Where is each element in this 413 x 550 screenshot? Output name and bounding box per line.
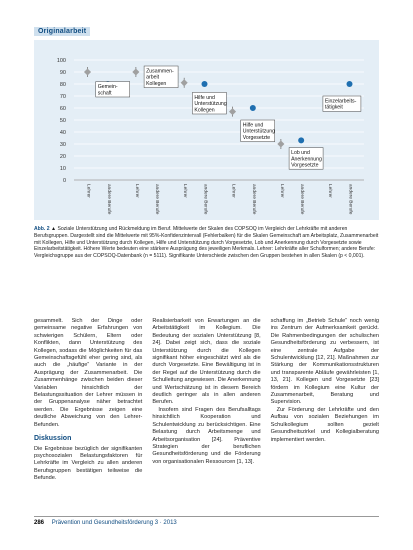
group-label: Anerkennung <box>291 156 322 163</box>
x-tick-label: andere Berufe <box>105 184 111 215</box>
y-tick-label: 40 <box>59 130 66 136</box>
caption-label: Abb. 2 <box>34 226 50 232</box>
x-tick-label: Lehrer <box>85 184 91 198</box>
page-number: 286 <box>34 520 45 526</box>
group-label: Gemein- <box>97 84 118 91</box>
andere-berufe-point <box>347 81 353 87</box>
x-tick-label: andere Berufe <box>347 184 353 215</box>
lehrer-point <box>229 108 236 115</box>
paragraph: Zur Förderung der Lehrkräfte und den Aufbau von sozialen Beziehungen im Schulkollegium sollten gezielt Gesundheitszirkel und Kollegialberatung implementiert werden. <box>270 406 379 443</box>
caption-text: ▲ Soziale Unterstützung und Rückmeldung im Beruf. Mittelwerte der Skalen des COPSOQ im Vergleich der Lehrkräfte mit anderen Berufsgruppen. Dargestellt sind die Mittelwerte mit 95%-Konfidenzintervall (Fehlerbalken) für die Skalen Gemeinschaft am Arbeitsplatz, Zusammenarbeit mit Kollegen, Hilfe und Unterstützung durch Kollegen, Hilfe und Unterstützung durch Vorgesetzte, Lob und Anerkennung durch Vorgesetzte sowie Einzelarbeitstätigkeit. Höhere Werte bedeuten eine stärkere Ausprägung des jeweiligen Merkmals. Lehrer: Lehrkräfte aller Schulformen; andere Berufe: Vergleichsgruppe aus der COPSOQ-Datenbank (n = 5111). Signifikante Unterschiede zwischen den Gruppen bestehen in allen Skalen (p < 0,001). <box>34 226 379 260</box>
lehrer-point <box>84 68 91 75</box>
figure-caption <box>34 226 379 260</box>
article-type-badge: Originalarbeit <box>34 27 90 36</box>
y-tick-label: 70 <box>59 94 66 100</box>
group-label: Kollegen <box>146 80 167 87</box>
y-tick-label: 0 <box>62 178 66 184</box>
paragraph: Die Ergebnisse bezüglich der signifikanten psychosozialen Belastungsfaktoren für Lehrkräfte im Vergleich zu allen anderen Berufsgruppen bestätigen teilweise die Befunde. <box>34 445 143 482</box>
group-label: Hilfe und <box>242 122 264 129</box>
andere-berufe-point <box>250 105 256 111</box>
x-tick-label: andere Berufe <box>154 184 160 215</box>
group-label: Kollegen <box>194 107 215 114</box>
group-label: Zusammen- <box>146 68 174 75</box>
x-tick-label: Lehrer <box>182 184 188 198</box>
body-columns <box>34 318 379 483</box>
group-label: Vorgesetzte <box>242 134 271 141</box>
y-tick-label: 100 <box>56 58 66 64</box>
x-tick-label: Lehrer <box>230 184 236 198</box>
column-1 <box>34 318 142 483</box>
y-tick-label: 50 <box>59 118 66 124</box>
column-3 <box>271 318 379 483</box>
group-label: arbeit <box>146 74 160 81</box>
y-tick-label: 60 <box>59 106 66 112</box>
x-tick-label: andere Berufe <box>202 184 208 215</box>
y-tick-label: 20 <box>59 154 66 160</box>
x-tick-label: Lehrer <box>278 184 284 198</box>
group-label: Vorgesetzte <box>291 162 319 169</box>
group-label: Unterstützung <box>242 128 276 135</box>
group-label: Unterstützung <box>194 101 227 108</box>
group-label: schaft <box>97 90 112 97</box>
paragraph: schaffung im „Betrieb Schule“ noch wenig ins Zentrum der Aufmerksamkeit gerückt. Die Rahmenbedingungen der schulischen Gesundheitsförderung zu verbessern, ist eine zentrale Aufgabe der Schulentwicklung [12, 21]. Maßnahmen zur Stärkung der Kommunikationsstrukturen und transparente Abläufe gewährleisten [1, 13, 21]. Kollegen und Vorgesetzte [23] fördern im Kollegium eine Kultur der Zusammenarbeit, Beratung und Supervision. <box>270 318 379 406</box>
y-tick-label: 30 <box>59 142 66 148</box>
lehrer-point <box>132 68 139 75</box>
column-2 <box>152 318 260 483</box>
paragraph: Realisierbarkeit von Erwartungen an die Arbeitstätigkeit im Kollegium. Die Bedeutung der sozialen Unterstützung [8, 24]. Dabei zeigt sich, dass die soziale Unterstützung durch die Kollegen signifikant höher eingeschätzt wird als die durch Vorgesetzte. Eine Bewältigung ist in der Regel auf die Unterstützung durch die Schulleitung angewiesen. Die Anerkennung und Wertschätzung ist in diesem Bereich deutlich geringer als in allen anderen Berufen. <box>152 318 261 406</box>
paragraph: gesammelt. Sich der Dinge oder gemeinsame negative Erfahrungen von schwierigen Schülern, Eltern oder Konflikten, dann Unterstützung des Kollegen, sodass die Möglichkeiten für das Gemeinschaftsgefühl eher gering sind, als auch die „häufige“ Variante in der Ausprägung der Zusammenarbeit. Die Zusammenhänge zwischen beiden dieser Variablen hinsichtlich der Belastungssituation der Lehrer müssen in der Gruppenanalyse näher betrachtet werden. Die Ergebnisse zeigen eine deutliche Abweichung von den Lehrer-Befunden. <box>34 318 143 428</box>
journal-name: Prävention und Gesundheitsförderung 3 · 2013 <box>51 520 177 526</box>
page-footer <box>34 520 177 526</box>
section-heading-diskussion: Diskussion <box>34 435 72 443</box>
y-tick-label: 10 <box>59 166 66 172</box>
y-tick-label: 80 <box>59 82 66 88</box>
andere-berufe-point <box>298 137 304 143</box>
x-tick-label: Lehrer <box>133 184 139 198</box>
x-tick-label: andere Berufe <box>250 184 256 215</box>
group-label: Lob und <box>291 150 310 157</box>
footer-rule <box>34 516 379 517</box>
andere-berufe-point <box>202 81 208 87</box>
group-label: Hilfe und <box>194 94 215 101</box>
y-tick-label: 90 <box>59 70 66 76</box>
x-tick-label: Lehrer <box>327 184 333 198</box>
lehrer-point <box>181 79 188 86</box>
soziale-unterstuetzung-chart <box>34 40 379 220</box>
group-label: Einzelarbeits- <box>324 98 357 105</box>
paragraph: Insofern sind Fragen des Berufsalltags hinsichtlich Kooperation und Schulentwicklung zu berücksichtigen. Eine Belastung durch Arbeitsmenge und Arbeitsorganisation [24]. Präventive Strategien der beruflichen Gesundheitsförderung und die Förderung von organisationalen Ressourcen [1, 13]. <box>152 406 261 465</box>
x-tick-label: andere Berufe <box>299 184 305 215</box>
group-label: tätigkeit <box>324 104 343 111</box>
lehrer-point <box>277 140 284 147</box>
